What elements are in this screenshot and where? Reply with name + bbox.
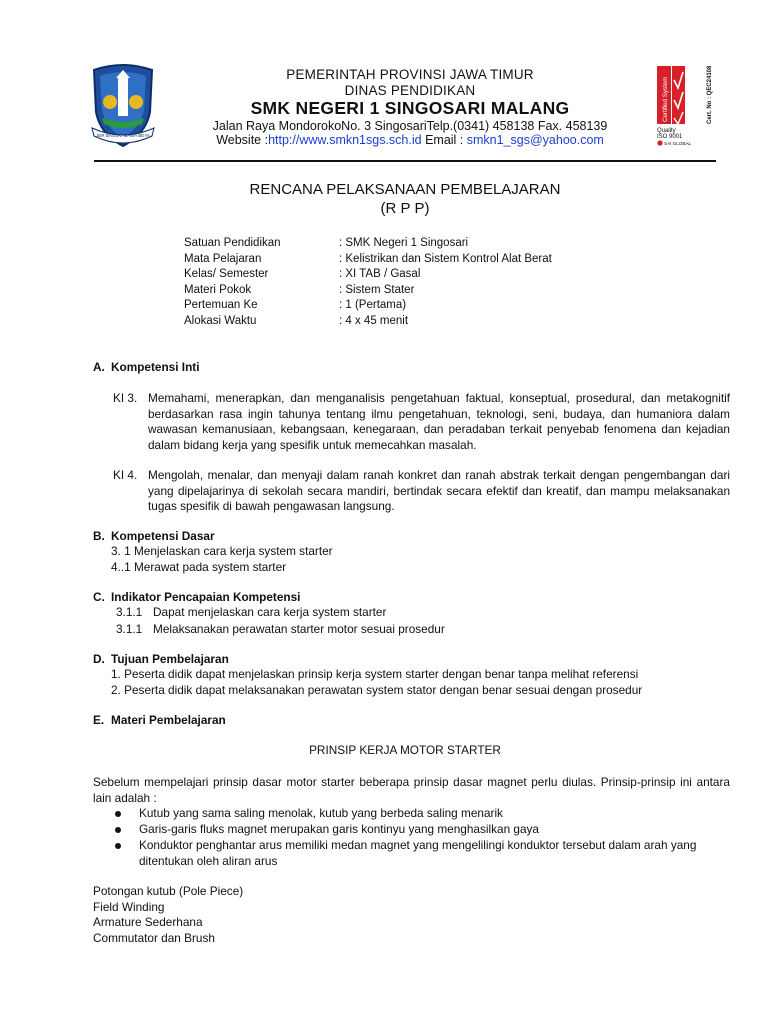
indikator-text: Melaksanakan perawatan starter motor sesuai prosedur	[153, 622, 445, 636]
school-name: SMK NEGERI 1 SINGOSARI MALANG	[250, 98, 570, 118]
badge-quality: Quality	[657, 128, 676, 134]
tujuan-item: 2. Peserta didik dapat melaksanakan perawatan system stator dengan benar sesuai dengan prosedur	[111, 683, 643, 697]
meta-row	[184, 252, 552, 268]
kd-item: 4..1 Merawat pada system starter	[111, 560, 287, 574]
indikator-item	[116, 605, 386, 621]
tujuan-item: 1. Peserta didik dapat menjelaskan prinsip kerja system starter dengan benar tanpa melihat referensi	[111, 667, 639, 681]
section-title: Kompetensi Dasar	[111, 529, 215, 543]
document-subtitle: (R P P)	[380, 200, 430, 217]
materi-intro: Sebelum mempelajari prinsip dasar motor starter beberapa prinsip dasar magnet perlu diulas. Prinsip-prinsip ini antara lain adalah :	[93, 775, 730, 805]
section-heading-d	[93, 652, 229, 668]
badge-iso: ISO 9001	[657, 134, 683, 140]
bullet-text: Kutub yang sama saling menolak, kutub yang berbeda saling menarik	[139, 806, 503, 820]
badge-certified: Certified System	[662, 76, 669, 122]
meta-label: Pertemuan Ke	[184, 299, 258, 312]
meta-row	[184, 298, 552, 314]
email-label: Email :	[421, 133, 467, 147]
section-title: Materi Pembelajaran	[111, 713, 226, 727]
section-heading-c	[93, 590, 300, 606]
meta-value: : Kelistrikan dan Sistem Kontrol Alat Berat	[339, 252, 552, 265]
ki-text: Mengolah, menalar, dan menyaji dalam ranah konkret dan ranah abstrak terkait dengan pengembangan dari yang dipelajarinya di sekolah secara mandiri, bertindak secara efektif dan kreatif, dan mampu melaksanakan tugas spesifik di bawah pengawasan langsung.	[148, 468, 730, 514]
materi-bullet	[139, 838, 699, 869]
section-title: Tujuan Pembelajaran	[111, 652, 229, 666]
materi-bullet	[139, 806, 729, 822]
meta-value: : 4 x 45 menit	[339, 314, 409, 327]
indikator-number: 3.1.1	[116, 622, 143, 636]
section-letter: B.	[93, 529, 105, 543]
section-letter: C.	[93, 590, 105, 604]
badge-issuer: SAI GLOBAL	[664, 141, 692, 146]
document-title: RENCANA PELAKSANAAN PEMBELAJARAN	[249, 181, 561, 198]
website-link[interactable]: http://www.smkn1sgs.sch.id	[268, 133, 422, 147]
ki3-paragraph	[113, 391, 730, 453]
meta-label: Mata Pelajaran	[184, 252, 262, 265]
badge-cert-no: Cert. No : QEC24108	[707, 66, 713, 124]
materi-term: Commutator dan Brush	[93, 931, 215, 945]
materi-term: Armature Sederhana	[93, 915, 203, 929]
section-letter: A.	[93, 360, 105, 374]
indikator-item	[116, 622, 445, 638]
meta-value: : Sistem Stater	[339, 283, 415, 296]
meta-label: Materi Pokok	[184, 283, 252, 296]
materi-term: Potongan kutub (Pole Piece)	[93, 884, 244, 898]
meta-label: Alokasi Waktu	[184, 314, 257, 327]
government-line: PEMERINTAH PROVINSI JAWA TIMUR	[286, 67, 534, 82]
ki-number: KI 3.	[113, 391, 138, 405]
indikator-text: Dapat menjelaskan cara kerja system starter	[153, 605, 387, 619]
contact-line	[170, 133, 650, 147]
meta-label: Satuan Pendidikan	[184, 237, 281, 249]
ki4-paragraph	[113, 468, 730, 515]
section-heading-b	[93, 529, 215, 545]
bullet-icon	[115, 811, 121, 817]
meta-value: : XI TAB / Gasal	[339, 268, 421, 281]
indikator-number: 3.1.1	[116, 605, 143, 619]
province-crest-icon	[88, 62, 158, 148]
bullet-icon	[115, 843, 121, 849]
website-label: Website :	[216, 133, 269, 147]
meta-row	[184, 267, 552, 283]
section-title: Indikator Pencapaian Kompetensi	[111, 590, 301, 604]
department-line: DINAS PENDIDIKAN	[344, 83, 476, 98]
section-letter: D.	[93, 652, 105, 666]
kd-item: 3. 1 Menjelaskan cara kerja system starter	[111, 544, 333, 558]
school-address: Jalan Raya MondorokoNo. 3 SingosariTelp.(0341) 458138 Fax. 458139	[212, 119, 608, 133]
bullet-text: Garis-garis fluks magnet merupakan garis kontinyu yang menghasilkan gaya	[139, 822, 539, 836]
materi-bullet	[139, 822, 729, 838]
materi-term: Field Winding	[93, 900, 165, 914]
bullet-text: Konduktor penghantar arus memiliki medan magnet yang mengelilingi konduktor tersebut dalam arah yang ditentukan oleh aliran arus	[139, 838, 697, 868]
section-letter: E.	[93, 713, 105, 727]
section-heading-a	[93, 360, 199, 376]
ki-number: KI 4.	[113, 468, 138, 482]
email-link[interactable]: smkn1_sgs@yahoo.com	[466, 133, 604, 147]
materi-heading: PRINSIP KERJA MOTOR STARTER	[309, 743, 501, 757]
bullet-icon	[115, 827, 121, 833]
crest-motto: JER BASUKI MAWA BEYA	[96, 133, 150, 138]
iso-certification-badge	[655, 66, 717, 146]
meta-row	[184, 283, 552, 299]
meta-value: : 1 (Pertama)	[339, 299, 407, 312]
meta-value: : SMK Negeri 1 Singosari	[339, 237, 469, 249]
meta-row	[184, 236, 552, 252]
letterhead-divider	[94, 160, 716, 162]
ki-text: Memahami, menerapkan, dan menganalisis pengetahuan faktual, konseptual, prosedural, dan metakognitif berdasarkan rasa ingin tahunya tentang ilmu pengetahuan, teknologi, seni, budaya, dan humaniora dalam wawasan kemanusiaan, kebangsaan, kenegaraan, dan peradaban terkait penyebab fenomena dan kejadian dalam bidang kerja yang spesifik untuk memecahkan masalah.	[148, 391, 730, 452]
meta-label: Kelas/ Semester	[184, 268, 269, 281]
identity-table	[184, 236, 552, 330]
section-heading-e	[93, 713, 226, 729]
section-title: Kompetensi Inti	[111, 360, 200, 374]
meta-row	[184, 314, 552, 330]
